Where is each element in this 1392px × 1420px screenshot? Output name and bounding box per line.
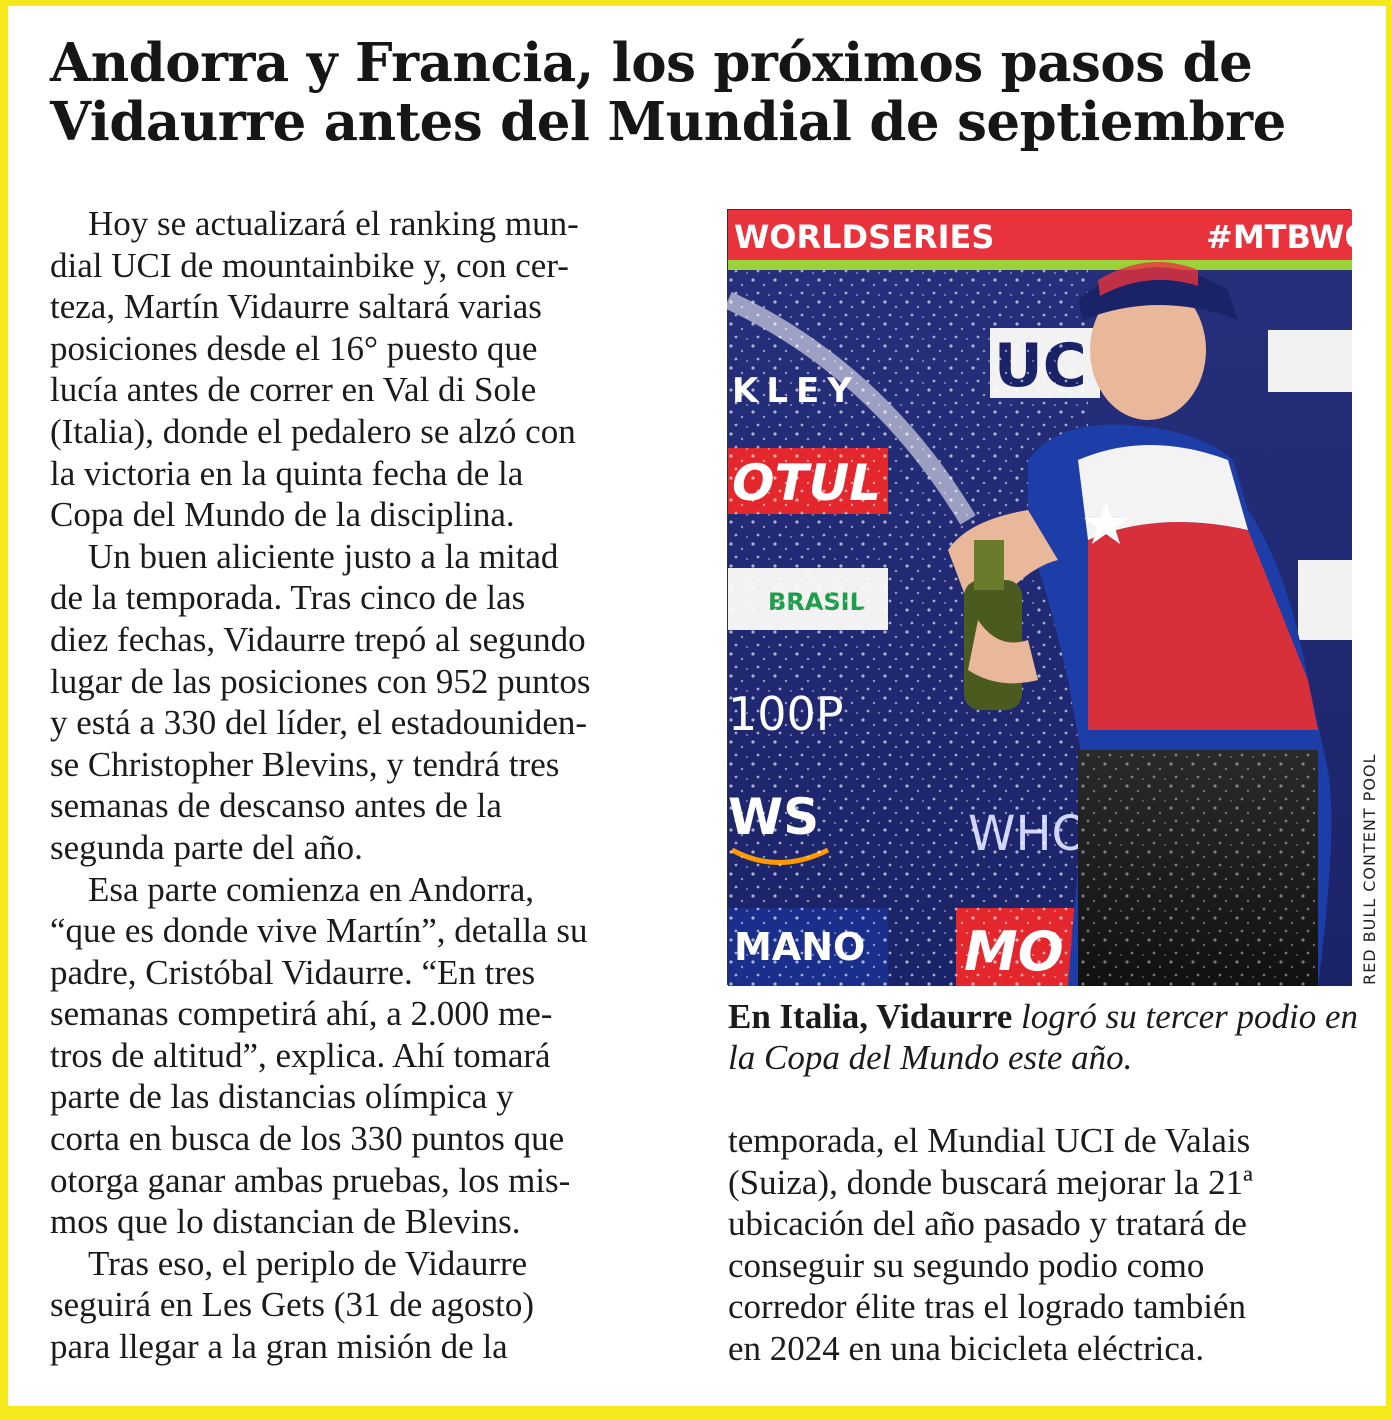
left-column-line: otorga ganar ambas pruebas, los mis- [50, 1160, 571, 1200]
right-column-line: corredor élite tras el logrado también [728, 1287, 1246, 1327]
left-column-line: Copa del Mundo de la disciplina. [50, 495, 515, 535]
banner-stripe [728, 260, 1352, 270]
left-column-line: Esa parte comienza en Andorra, [88, 869, 535, 909]
right-column-line: ubicación del año pasado y tratará de [728, 1204, 1247, 1244]
left-column-line: “que es donde vive Martín”, detalla su [50, 911, 588, 951]
headline-line-2: Vidaurre antes del Mundial de septiembre [50, 91, 1286, 153]
left-column-line: (Italia), donde el pedalero se alzó con [50, 411, 576, 451]
left-column-line: lucía antes de correr en Val di Sole [50, 370, 537, 410]
left-column-line: lugar de las posiciones con 952 puntos [50, 661, 591, 701]
champagne-spray [728, 270, 1088, 986]
right-logo-bg-2 [1298, 560, 1352, 640]
left-column-line: mos que lo distancian de Blevins. [50, 1202, 521, 1242]
left-column-line: posiciones desde el 16° puesto que [50, 328, 538, 368]
photo-caption [728, 996, 1358, 1078]
left-column-line: diez fechas, Vidaurre trepó al segundo [50, 619, 586, 659]
left-column-line: dial UCI de mountainbike y, con cer- [50, 245, 569, 285]
right-column-line: conseguir su segundo podio como [728, 1245, 1205, 1285]
left-column-line: se Christopher Blevins, y tendrá tres [50, 744, 560, 784]
left-column-line: semanas competirá ahí, a 2.000 me- [50, 994, 553, 1034]
left-column-line: para llegar a la gran misión de la [50, 1327, 508, 1367]
right-column-line: en 2024 en una bicicleta eléctrica. [728, 1328, 1205, 1368]
left-column-line: semanas de descanso antes de la [50, 786, 502, 826]
headline-line-1: Andorra y Francia, los próximos pasos de [50, 32, 1253, 94]
article-right-column [728, 1120, 1368, 1370]
left-column-line: Tras eso, el periplo de Vidaurre [88, 1243, 528, 1283]
bottle-neck [974, 540, 1004, 590]
left-column-line: tros de altitud”, explica. Ahí tomará [50, 1035, 551, 1075]
left-column-line: corta en busca de los 330 puntos que [50, 1119, 565, 1159]
banner-left-text: WORLDSERIES [734, 218, 995, 256]
left-column-line: la victoria en la quinta fecha de la [50, 453, 524, 493]
left-column-line: padre, Cristóbal Vidaurre. “En tres [50, 952, 536, 992]
right-column-line: temporada, el Mundial UCI de Valais [728, 1121, 1251, 1160]
headline [50, 34, 1360, 152]
left-column-line: seguirá en Les Gets (31 de agosto) [50, 1285, 535, 1325]
banner-right-text: #MTBWO [1206, 218, 1372, 256]
left-column-line: parte de las distancias olímpica y [50, 1077, 514, 1117]
left-column-line: de la temporada. Tras cinco de las [50, 578, 526, 618]
left-column-line: y está a 330 del líder, el estadouniden- [50, 703, 588, 743]
right-column-line: (Suiza), donde buscará mejorar la 21ª [728, 1162, 1253, 1202]
photo-credit: RED BULL CONTENT POOL [1360, 753, 1379, 985]
left-column-line: Un buen aliciente justo a la mitad [88, 536, 559, 576]
right-logo-bg [1268, 330, 1352, 392]
left-column-line: Hoy se actualizará el ranking mun- [88, 204, 579, 243]
article-left-column [50, 203, 690, 1368]
caption-rest: logró su tercer podio en la Copa del Mundo este año. [728, 997, 1359, 1077]
caption-lead: En Italia, Vidaurre [728, 997, 1013, 1036]
left-column-line: segunda parte del año. [50, 827, 363, 867]
spray-overlay [1078, 750, 1318, 986]
left-column-line: teza, Martín Vidaurre saltará varias [50, 287, 542, 327]
